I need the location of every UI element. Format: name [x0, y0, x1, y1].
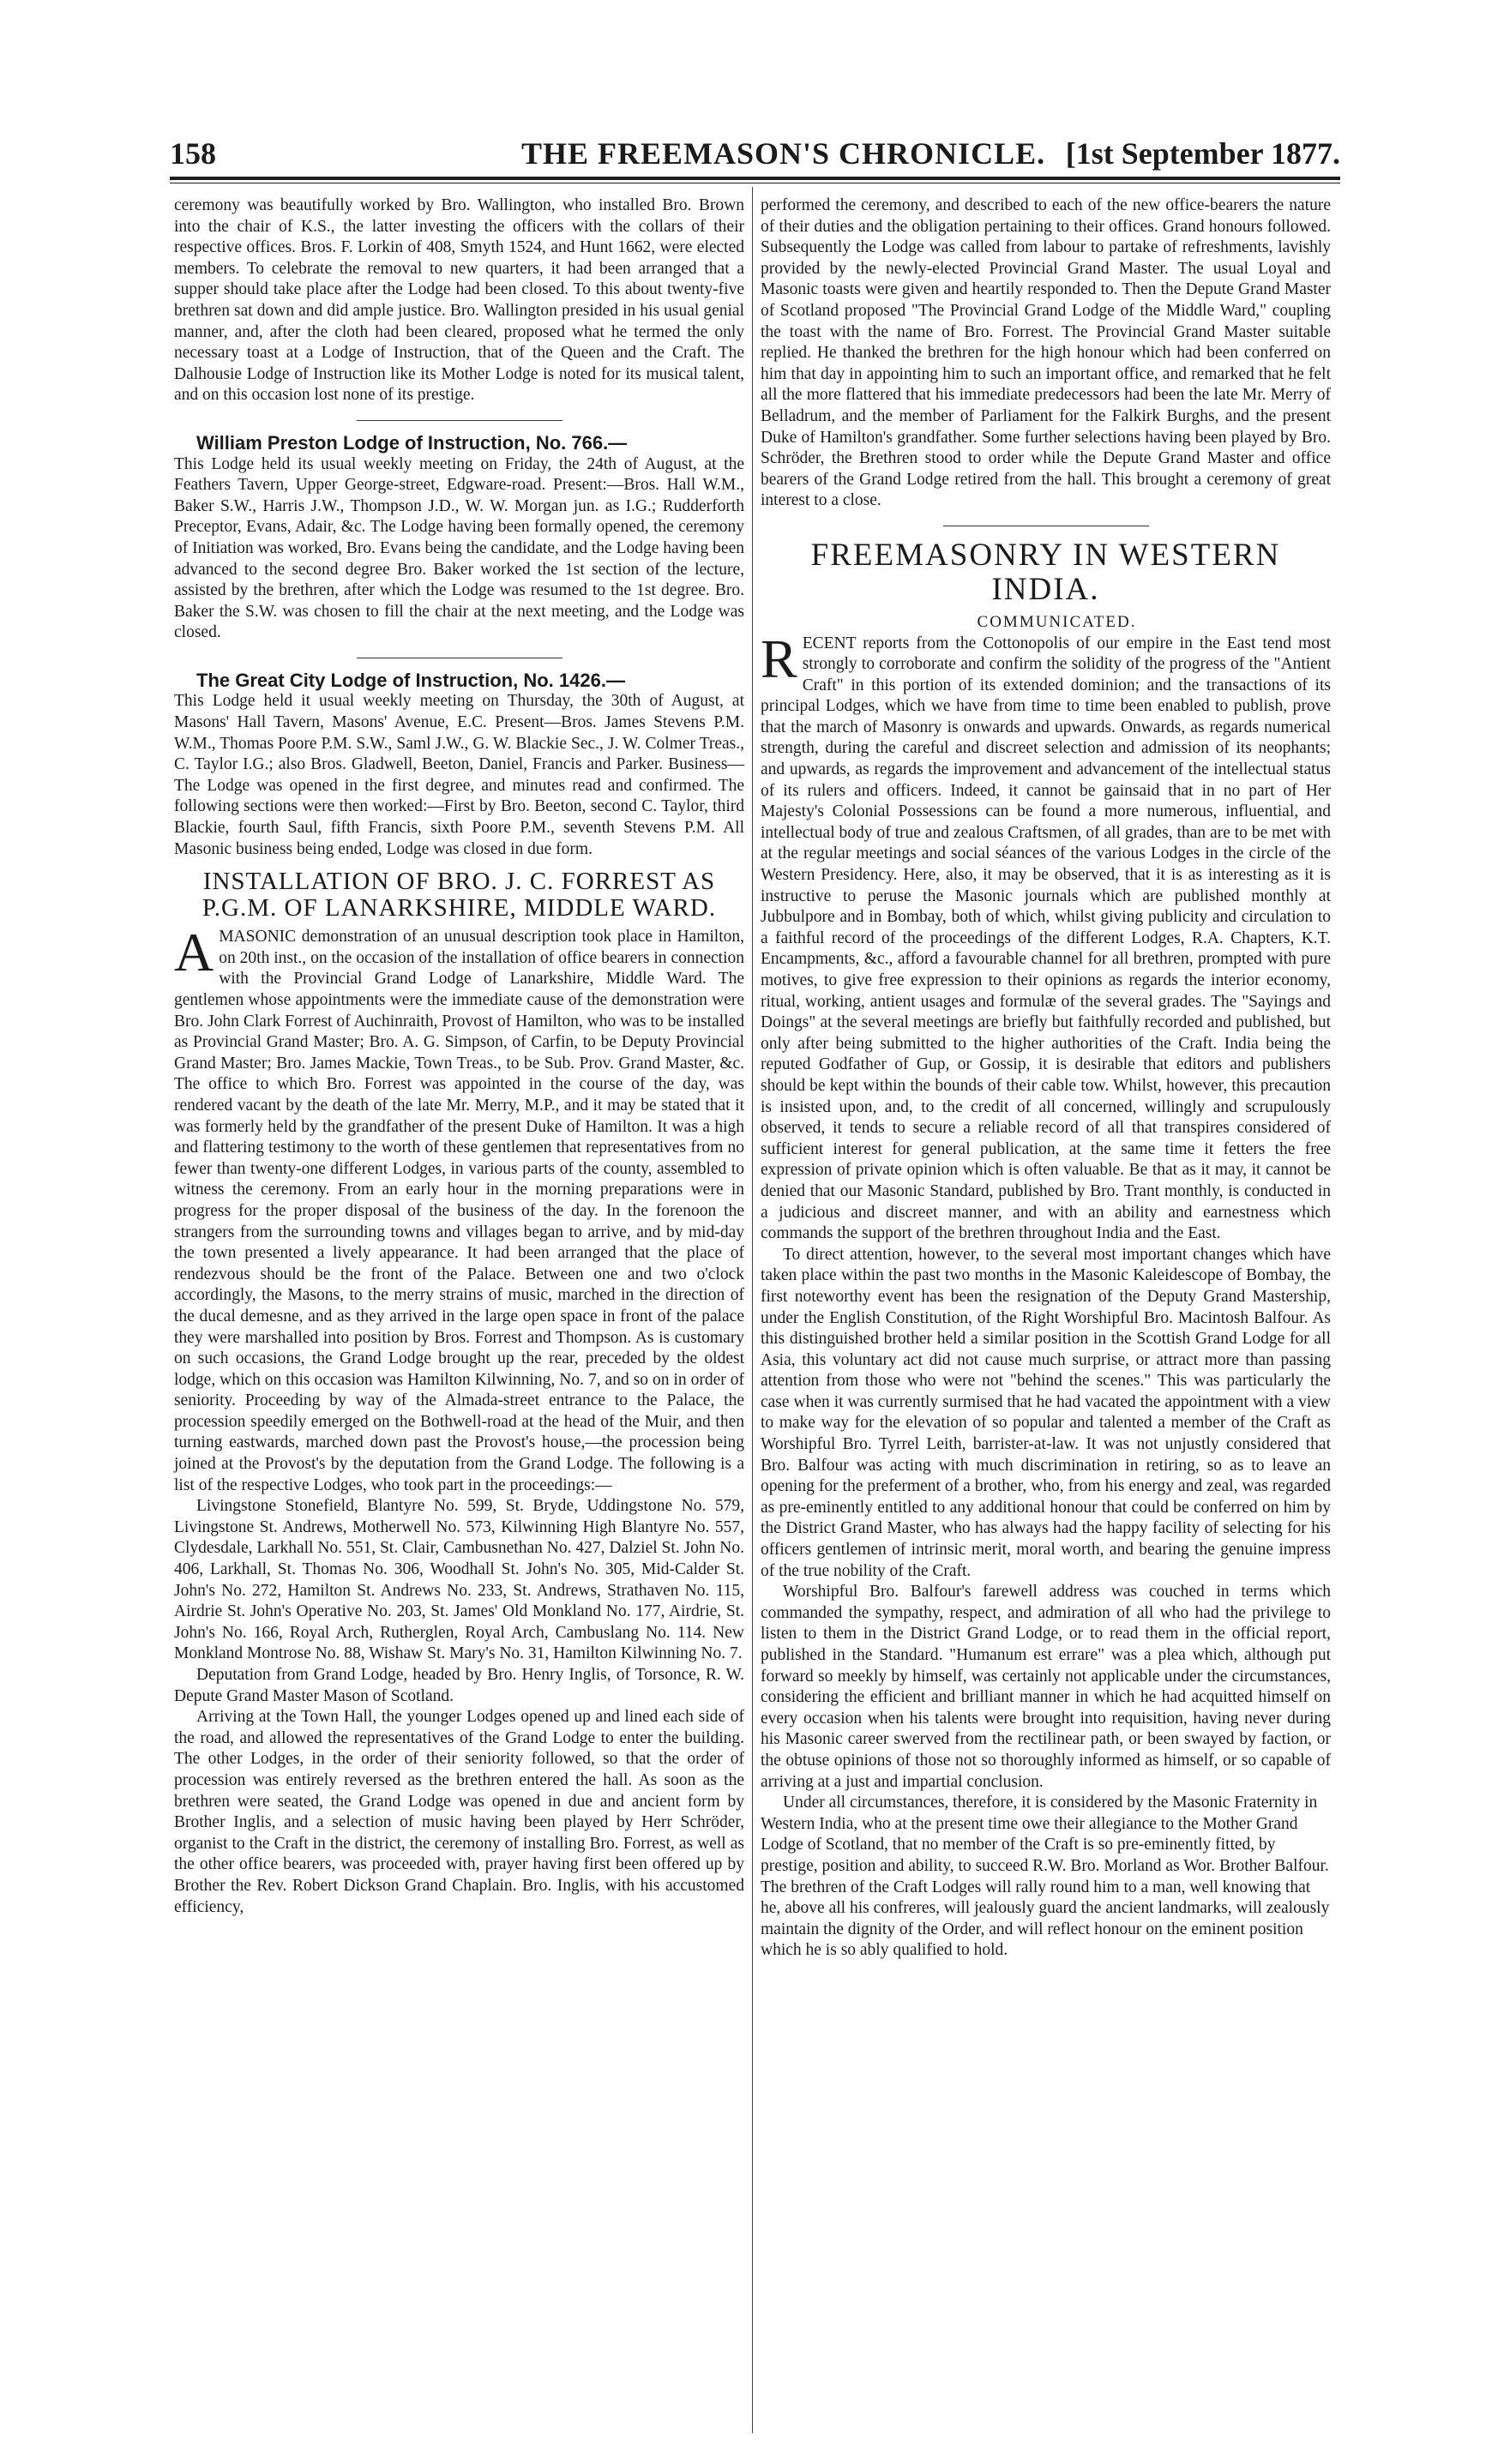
- section-heading: William Preston Lodge of Instruction, No. 766.—: [196, 431, 628, 454]
- right-column: [761, 195, 1331, 1962]
- page-header: [170, 135, 1340, 173]
- article-paragraph: [174, 922, 744, 1496]
- issue-date: [1st September 1877.: [1065, 136, 1340, 171]
- paragraph-text: ECENT reports from the Cottonopolis of our empire in the East tend most strongly to corroborate and confirm the solidity of the progress of the "Antient Craft" in this portion of its extended dominion; and the transactions of its principal Lodges, which we have from time to time been enabled to publish, prove that the march of Masonry is onwards and upwards. Onwards, as regards numerical strength, during the careful and discreet selection and admission of its neophants; and upwards, as regards the improvement and advancement of the intellectual status of its rulers and officers. Indeed, it cannot be gainsaid that in no part of Her Majesty's Colonial Possessions can be found a more numerous, influential, and intellectual body of true and zealous Craftsmen, of all grades, than are to be met with at the regular meetings and social séances of the various Lodges in the circle of the Western Presidency. Here, also, it may be observed, that it is as interesting as it is instructive to peruse the Masonic journals which are published monthly at Jubbulpore and in Bombay, both of which, whilst giving publicity and circulation to a faithful record of the proceedings of the different Lodges, R.A. Chapters, K.T. Encampments, &c., afford a favourable channel for all brethren, prompted with pure motives, to give free expression to their opinions as regards the interior economy, ritual, working, antient usages and formulæ of the several grades. The "Sayings and Doings" at the several meetings are briefly but faithfully recorded and published, but only after being submitted to the higher authorities of the Craft. India being the reputed Godfather of Gup, or Gossip, it is desirable that editors and publishers should be kept within the bounds of their cable tow. Whilst, however, this precaution is insisted upon, and, to the credit of all concerned, willingly and scrupulously observed, it tends to secure a reliable record of all that transpires considered of sufficient interest for general publication, at the same time it fetters the free expression of private opinion which is often valuable. Be that as it may, it cannot be denied that our Masonic Standard, published by Bro. Trant monthly, is conducted in a judicious and discreet manner, and with an ability and earnestness which commands the support of the brethren throughout India and the East.: [761, 634, 1331, 1243]
- article-paragraph: Under all circumstances, therefore, it is considered by the Masonic Fraternity in Western India, who at the present time owe their allegiance to the Mother Grand Lodge of Scotland, that no member of the Craft is so pre-eminently fitted, by prestige, position and ability, to succeed R.W. Bro. Morland as Wor. Brother Balfour. The brethren of the Craft Lodges will rally round him to a man, well knowing that he, above all his confreres, will jealously guard the ancient landmarks, will zealously maintain the dignity of the Order, and will reflect honour on the eminent position which he is so ably qualified to hold.: [761, 1794, 1330, 1960]
- drop-cap: R: [761, 628, 797, 689]
- article-headline: INSTALLATION OF BRO. J. C. FORREST AS P.G.M. OF LANARKSHIRE, MIDDLE WARD.: [202, 868, 717, 922]
- article-paragraph: [761, 628, 1331, 1245]
- newspaper-title: THE FREEMASON'S CHRONICLE.: [521, 136, 1046, 171]
- paragraph-text: MASONIC demonstration of an unusual description took place in Hamilton, on 20th inst., on the occasion of the installation of office bearers in connection with the Provincial Grand Lodge of Lanarkshire, Middle Ward. The gentlemen whose appointments were the immediate cause of the demonstration were Bro. John Clark Forrest of Auchinraith, Provost of Hamilton, who was to be installed as Provincial Grand Master; Bro. A. G. Simpson, of Carfin, to be Deputy Provincial Grand Master; Bro. James Mackie, Town Treas., to be Sub. Prov. Grand Master, &c. The office to which Bro. Forrest was appointed in the course of the day, was rendered vacant by the death of the late Mr. Merry, M.P., and it may be stated that it was formerly held by the grandfather of the present Duke of Hamilton. It was a high and flattering testimony to the worth of these gentlemen that representatives from no fewer than twenty-one different Lodges, in various parts of the county, assembled to witness the ceremony. From an early hour in the morning preparations were in progress for the proper disposal of the business of the day. In the forenoon the strangers from the surrounding towns and villages began to arrive, and by mid-day the town presented a lively appearance. It had been arranged that the place of rendezvous should be the front of the Palace. Between one and two o'clock accordingly, the Masons, to the merry strains of music, marched in the direction of the ducal demesne, and as they arrived in the large open space in front of the palace they were marshalled into position by Bros. Forrest and Thompson. As is customary on such occasions, the Grand Lodge brought up the rear, preceded by the oldest lodge, which on this occasion was Hamilton Kilwinning, No. 7, and so on in order of seniority. Proceeding by way of the Almada-street entrance to the Palace, the procession speedily emerged on the Bothwell-road at the head of the Muir, and then turning eastwards, marched down past the Provost's house,—the procession being joined at the Provost's by the deputation from the Grand Lodge. The following is a list of the respective Lodges, who took part in the proceedings:—: [174, 928, 744, 1494]
- article-paragraph: ceremony was beautifully worked by Bro. Wallington, who installed Bro. Brown into the chair of K.S., the latter investing the officers with the collars of their respective offices. Bros. F. Lorkin of 408, Smyth 1524, and Hunt 1662, were elected members. To celebrate the removal to new quarters, it had been arranged that a supper should take place after the Lodge had been closed. To this about twenty-five brethren sat down and did ample justice. Bro. Wallington presided in his usual genial manner, and, after the cloth had been cleared, proposed what he termed the only necessary toast at a Lodge of Instruction, that of the Queen and the Craft. The Dalhousie Lodge of Instruction like its Mother Lodge is noted for its musical talent, and on this occasion lost none of its prestige.: [174, 196, 744, 405]
- article-paragraph: This Lodge held its usual weekly meeting on Friday, the 24th of August, at the Feathers Tavern, Upper George-street, Edgware-road. Present:—Bros. Hall W.M., Baker S.W., Harris J.W., Thompson J.D., W. W. Morgan jun. as I.G.; Rudderforth Preceptor, Evans, Adair, &c. The Lodge having been formally opened, the ceremony of Initiation was worked, Bro. Evans being the candidate, and the Lodge having been advanced to the second degree Bro. Baker worked the 1st section of the lecture, assisted by the brethren, after which the Lodge was resumed to the 1st degree. Bro. Baker the S.W. was chosen to fill the chair at the next meeting, and the Lodge was closed.: [174, 454, 744, 642]
- header-rule: [170, 177, 1340, 180]
- drop-cap: A: [174, 922, 214, 983]
- lodge-list: Livingstone Stonefield, Blantyre No. 599, St. Bryde, Uddingstone No. 579, Livingstone St. Andrews, Motherwell No. 573, Kilwinning High Blantyre No. 557, Clydesdale, Larkhall No. 551, St. Clair, Cambusnethan No. 427, Dalziel St. John No. 406, Larkhall, St. Thomas No. 306, Woodhall St. John's No. 305, Mid-Calder St. John's No. 272, Hamilton St. Andrews No. 233, St. Andrews, Strathaven No. 115, Airdrie St. John's Operative No. 203, St. James' Old Monkland No. 177, Airdrie, St. John's No. 166, Royal Arch, Rutherglen, Royal Arch, Cambuslang No. 114. New Monkland Montrose No. 88, Wishaw St. Mary's No. 31, Hamilton Kilwinning No. 7.: [174, 1497, 744, 1663]
- column-divider: [752, 187, 753, 2433]
- section-separator: [357, 420, 562, 421]
- article-paragraph: Deputation from Grand Lodge, headed by Bro. Henry Inglis, of Torsonce, R. W. Depute Grand Master Mason of Scotland.: [174, 1666, 744, 1705]
- byline: COMMUNICATED.: [977, 612, 1137, 631]
- article-paragraph: This Lodge held it usual weekly meeting on Thursday, the 30th of August, at Masons' Hall Tavern, Masons' Avenue, E.C. Present—Bros. James Stevens P.M. W.M., Thomas Poore P.M. S.W., Saml J.W., G. W. Blackie Sec., J. W. Colmer Treas., C. Taylor I.G.; also Bros. Gladwell, Beeton, Daniel, Francis and Parker. Business—The Lodge was opened in the first degree, and minutes read and confirmed. The following sections were then worked:—First by Bro. Beeton, second C. Taylor, third Blackie, fourth Saul, fifth Francis, sixth Poore P.M., seventh Stevens P.M. All Masonic business being ended, Lodge was closed in due form.: [174, 692, 744, 858]
- page-number: 158: [170, 136, 216, 171]
- article-paragraph: performed the ceremony, and described to each of the new office-bearers the nature of their duties and the obligation pertaining to their offices. Grand honours followed. Subsequently the Lodge was called from labour to partake of refreshments, lavishly provided by the newly-elected Provincial Grand Master. The usual Loyal and Masonic toasts were given and heartily responded to. Then the Depute Grand Master of Scotland proposed "The Provincial Grand Lodge of the Middle Ward," coupling the toast with the name of Bro. Forrest. The Provincial Grand Master suitable replied. He thanked the brethren for the high honour which had been conferred on him that day in appointing him to such an important office, and remarked that he felt all the more flattered that his immediate predecessors had been the late Mr. Merry of Belladrum, and the member of Parliament for the Falkirk Burghs, and the present Duke of Hamilton's grandfather. Some further selections having been played by Bro. Schröder, the Brethren stood to order while the Depute Grand Master and office bearers of the Grand Lodge retired from the hall. This brought a ceremony of great interest to a close.: [761, 196, 1331, 510]
- article-paragraph: To direct attention, however, to the several most important changes which have taken place within the past two months in the Masonic Kaleidescope of Bombay, the first noteworthy event has been the resignation of the Deputy Grand Mastership, under the English Constitution, of the Right Worshipful Bro. Macintosh Balfour. As this distinguished brother held a similar position in the Scottish Grand Lodge for all Asia, this voluntary act did not cause much surprise, or attract more than passing attention from those who were not "behind the scenes." This was particularly the case when it was currently surmised that he had vacated the appointment with a view to make way for the elevation of so popular and talented a member of the Craft as Worshipful Bro. Tyrrel Leith, barrister-at-law. It was not unjustly considered that Bro. Balfour was acting with much discrimination in retiring, so as to leave an opening for the preferment of a brother, who, from his energy and zeal, was regarded as pre-eminently entitled to any additional honour that could be conferred on him by the District Grand Master, who has always had the happy facility of selecting for his officers gentlemen of intrinsic merit, moral worth, and bearing the genuine impress of the true nobility of the Craft.: [761, 1245, 1331, 1580]
- article-paragraph: Arriving at the Town Hall, the younger Lodges opened up and lined each side of the road, and allowed the representatives of the Grand Lodge to enter the building. The other Lodges, in the order of their seniority followed, so that the order of procession was entirely reversed as the brethren entered the hall. As soon as the brethren were seated, the Grand Lodge was opened in due and ancient form by Brother Inglis, and a selection of music having been played by Herr Schröder, organist to the Craft in the district, the ceremony of installing Bro. Forrest, as well as the other office bearers, was proceeded with, prayer having first been offered up by Brother the Rev. Robert Dickson Grand Chaplain. Bro. Inglis, with his accustomed efficiency,: [174, 1708, 744, 1916]
- left-column: [174, 195, 744, 1918]
- article-headline: FREEMASONRY IN WESTERN INDIA.: [810, 537, 1281, 607]
- section-heading: The Great City Lodge of Instruction, No. 1426.—: [196, 669, 625, 691]
- article-paragraph: Worshipful Bro. Balfour's farewell address was couched in terms which commanded the sympathy, respect, and admiration of all who had the privilege to listen to them in the District Grand Lodge, or to read them in the official report, published in the Standard. "Humanum est errare" was a plea which, although put forward so meekly by himself, was certainly not applicable under the circumstances, considering the efficient and brilliant manner in which he had acquitted himself on every occasion when his talents were brought into requisition, having never during his Masonic career swerved from the rectilinear path, or been swayed by faction, or the obtuse opinions of those not so thoroughly informed as himself, or so capable of arriving at a just and impartial conclusion.: [761, 1583, 1331, 1791]
